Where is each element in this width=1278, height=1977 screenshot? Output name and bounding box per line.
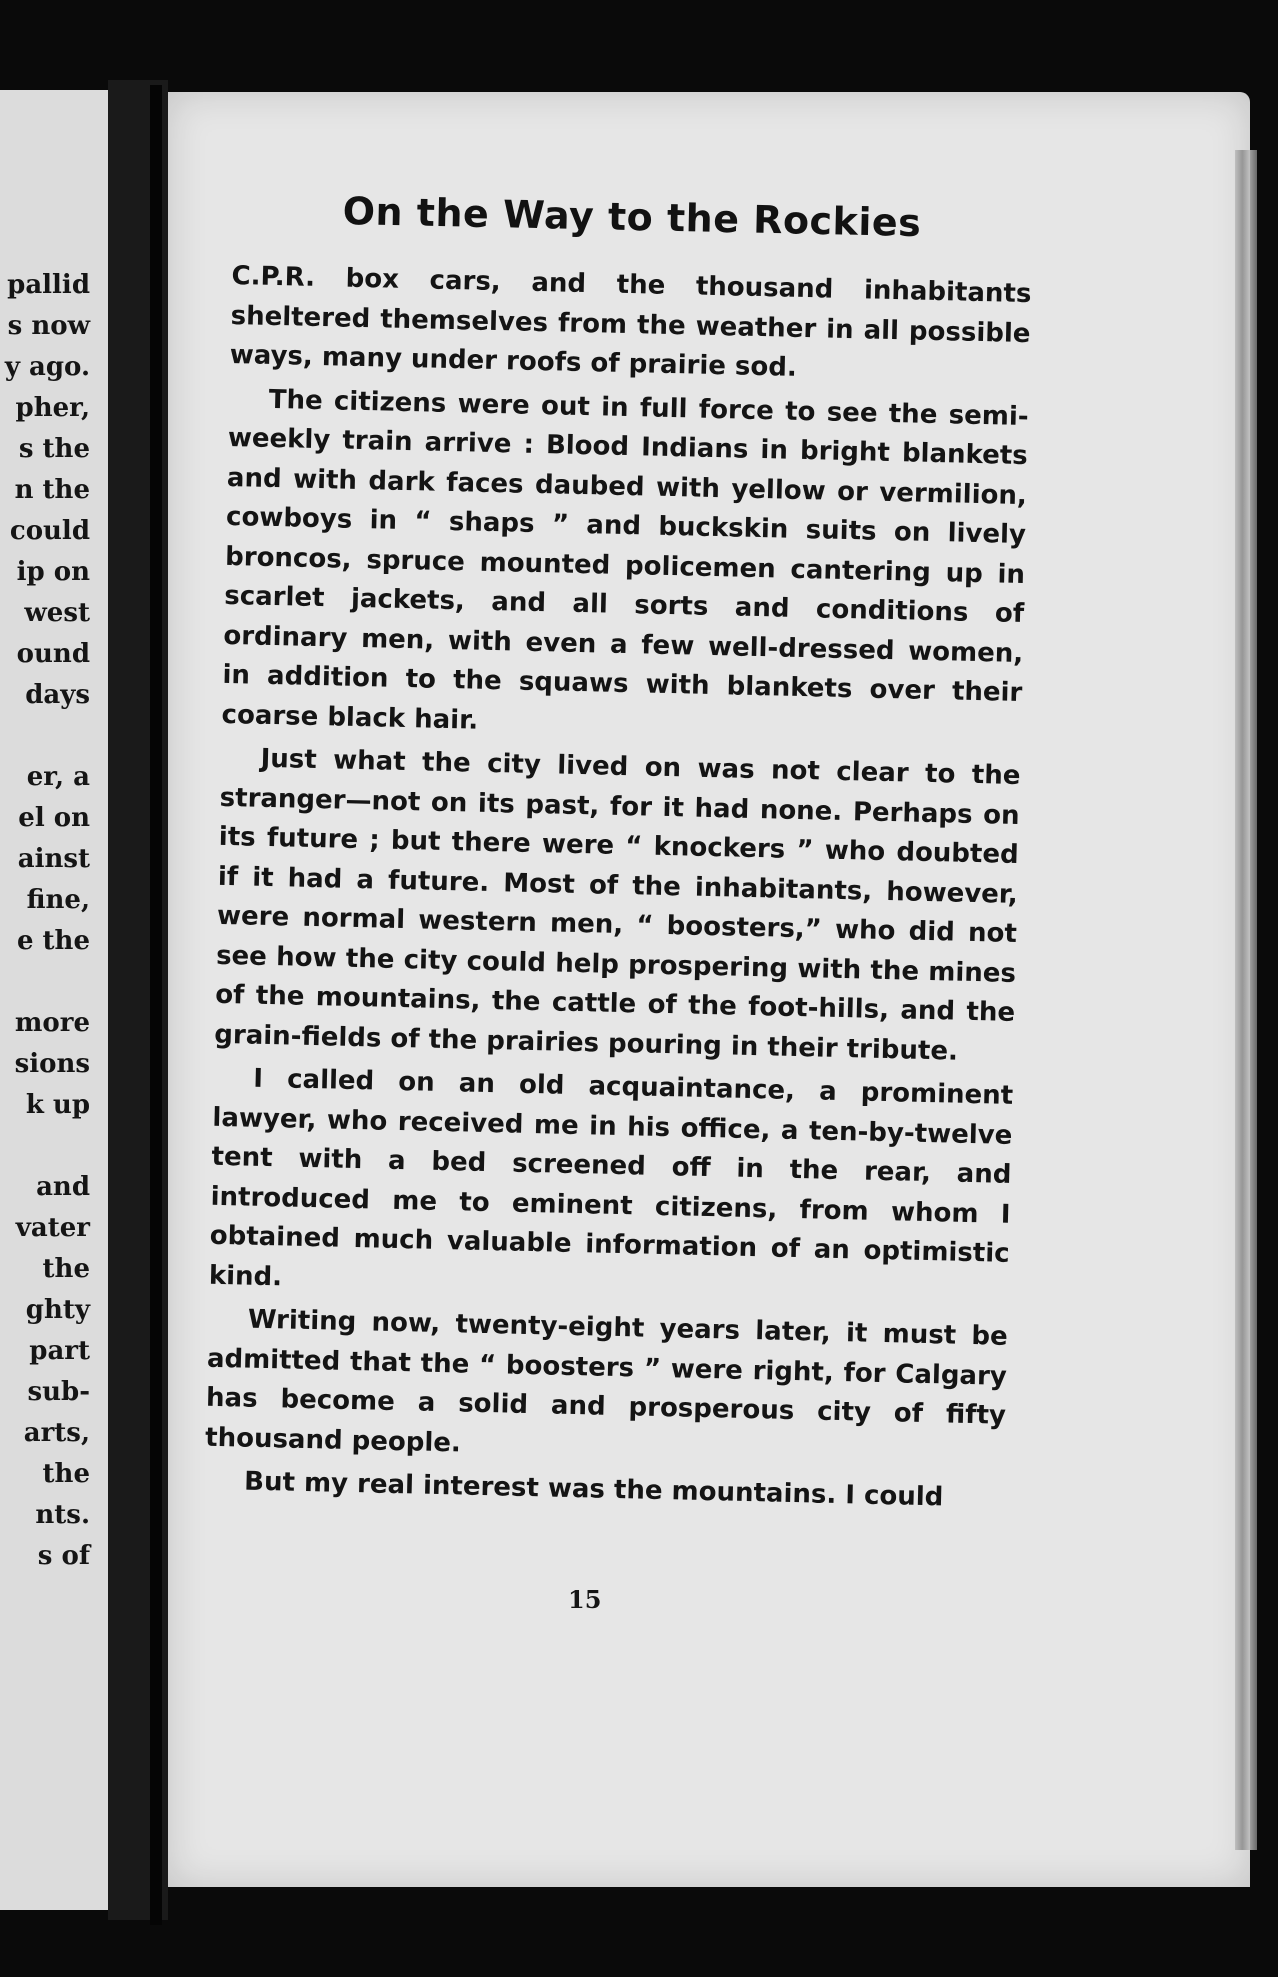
- left-page-line: vater: [15, 1213, 90, 1243]
- left-page-line: s the: [18, 434, 90, 464]
- left-page-line: [0, 716, 90, 757]
- left-page-line: n the: [14, 475, 90, 505]
- left-page-line: ound: [16, 639, 90, 669]
- left-page-line: s of: [37, 1541, 90, 1571]
- left-page-line-endings: [0, 265, 90, 1577]
- running-head: On the Way to the Rockies: [342, 188, 922, 246]
- left-page-line: part: [29, 1336, 90, 1366]
- page-content: [204, 188, 1032, 1513]
- left-page-line: k up: [25, 1090, 90, 1120]
- left-page-line: [0, 1126, 90, 1167]
- left-page-line: ip on: [16, 557, 90, 587]
- paragraph: The citizens were out in full force to see the semi-weekly train arrive : Blood Indians in bright blankets and with dark faces daubed with yellow or vermilion, cowboys in “ shaps ” and buckskin suits on lively broncos, spruce mounted policemen cantering up in scarlet jackets, and all sorts and conditions of ordinary men, with even a few well-dressed women, in addition to the squaws with blankets over their coarse black hair.: [221, 384, 1029, 736]
- paragraph: Writing now, twenty-eight years later, it must be admitted that the “ boosters ” were right, for Calgary has become a solid and prosperous city of fifty thousand people.: [204, 1304, 1009, 1458]
- left-page-line: more: [14, 1008, 90, 1038]
- left-page-line: el on: [18, 803, 90, 833]
- page-edge-stack: [1235, 150, 1257, 1850]
- gutter-shadow: [150, 85, 162, 1925]
- page-number: 15: [568, 1585, 602, 1614]
- left-page-fragment: [0, 90, 108, 1910]
- left-page-line: [0, 962, 90, 1003]
- left-page-line: sub-: [27, 1377, 90, 1407]
- left-page-line: y ago.: [4, 352, 90, 382]
- left-page-line: ainst: [17, 844, 90, 874]
- left-page-line: s now: [7, 311, 90, 341]
- left-page-line: ghty: [25, 1295, 90, 1325]
- paragraph: Just what the city lived on was not clear to the stranger—not on its past, for it had none. Perhaps on its future ; but there were “ knockers ” who doubted if it had a future. Most of the inhabitants, however, were normal western men, “ boosters,” who did not see how the city could help prospering with the mines of the mountains, the cattle of the foot-hills, and the grain-fields of the prairies pouring in their tribute.: [214, 743, 1021, 1067]
- left-page-line: e the: [16, 926, 90, 956]
- left-page-line: pallid: [7, 270, 90, 300]
- paragraph-continues: But my real interest was the mountains. I could: [243, 1466, 944, 1513]
- left-page-line: arts,: [23, 1418, 90, 1448]
- body-text: [204, 257, 1032, 1519]
- left-page-line: days: [25, 680, 90, 710]
- left-page-line: the: [42, 1254, 90, 1284]
- paragraph: I called on an old acquaintance, a prominent lawyer, who received me in his office, a ten-by-twelve tent with a bed screened off in the rear, and introduced me to eminent citizens, from whom I obtained much valuable information of an optimistic kind.: [208, 1063, 1014, 1292]
- left-page-line: nts.: [35, 1500, 90, 1530]
- left-page-line: west: [24, 598, 90, 628]
- paragraph-continued: C.P.R. box cars, and the thousand inhabitants sheltered themselves from the weather in all possible ways, many under roofs of prairie sod.: [229, 260, 1032, 383]
- left-page-line: pher,: [15, 393, 90, 423]
- left-page-line: er, a: [26, 762, 90, 792]
- left-page-line: could: [9, 516, 90, 546]
- left-page-line: fine,: [26, 885, 90, 915]
- left-page-line: and: [36, 1172, 90, 1202]
- left-page-line: the: [42, 1459, 90, 1489]
- left-page-line: sions: [14, 1049, 90, 1079]
